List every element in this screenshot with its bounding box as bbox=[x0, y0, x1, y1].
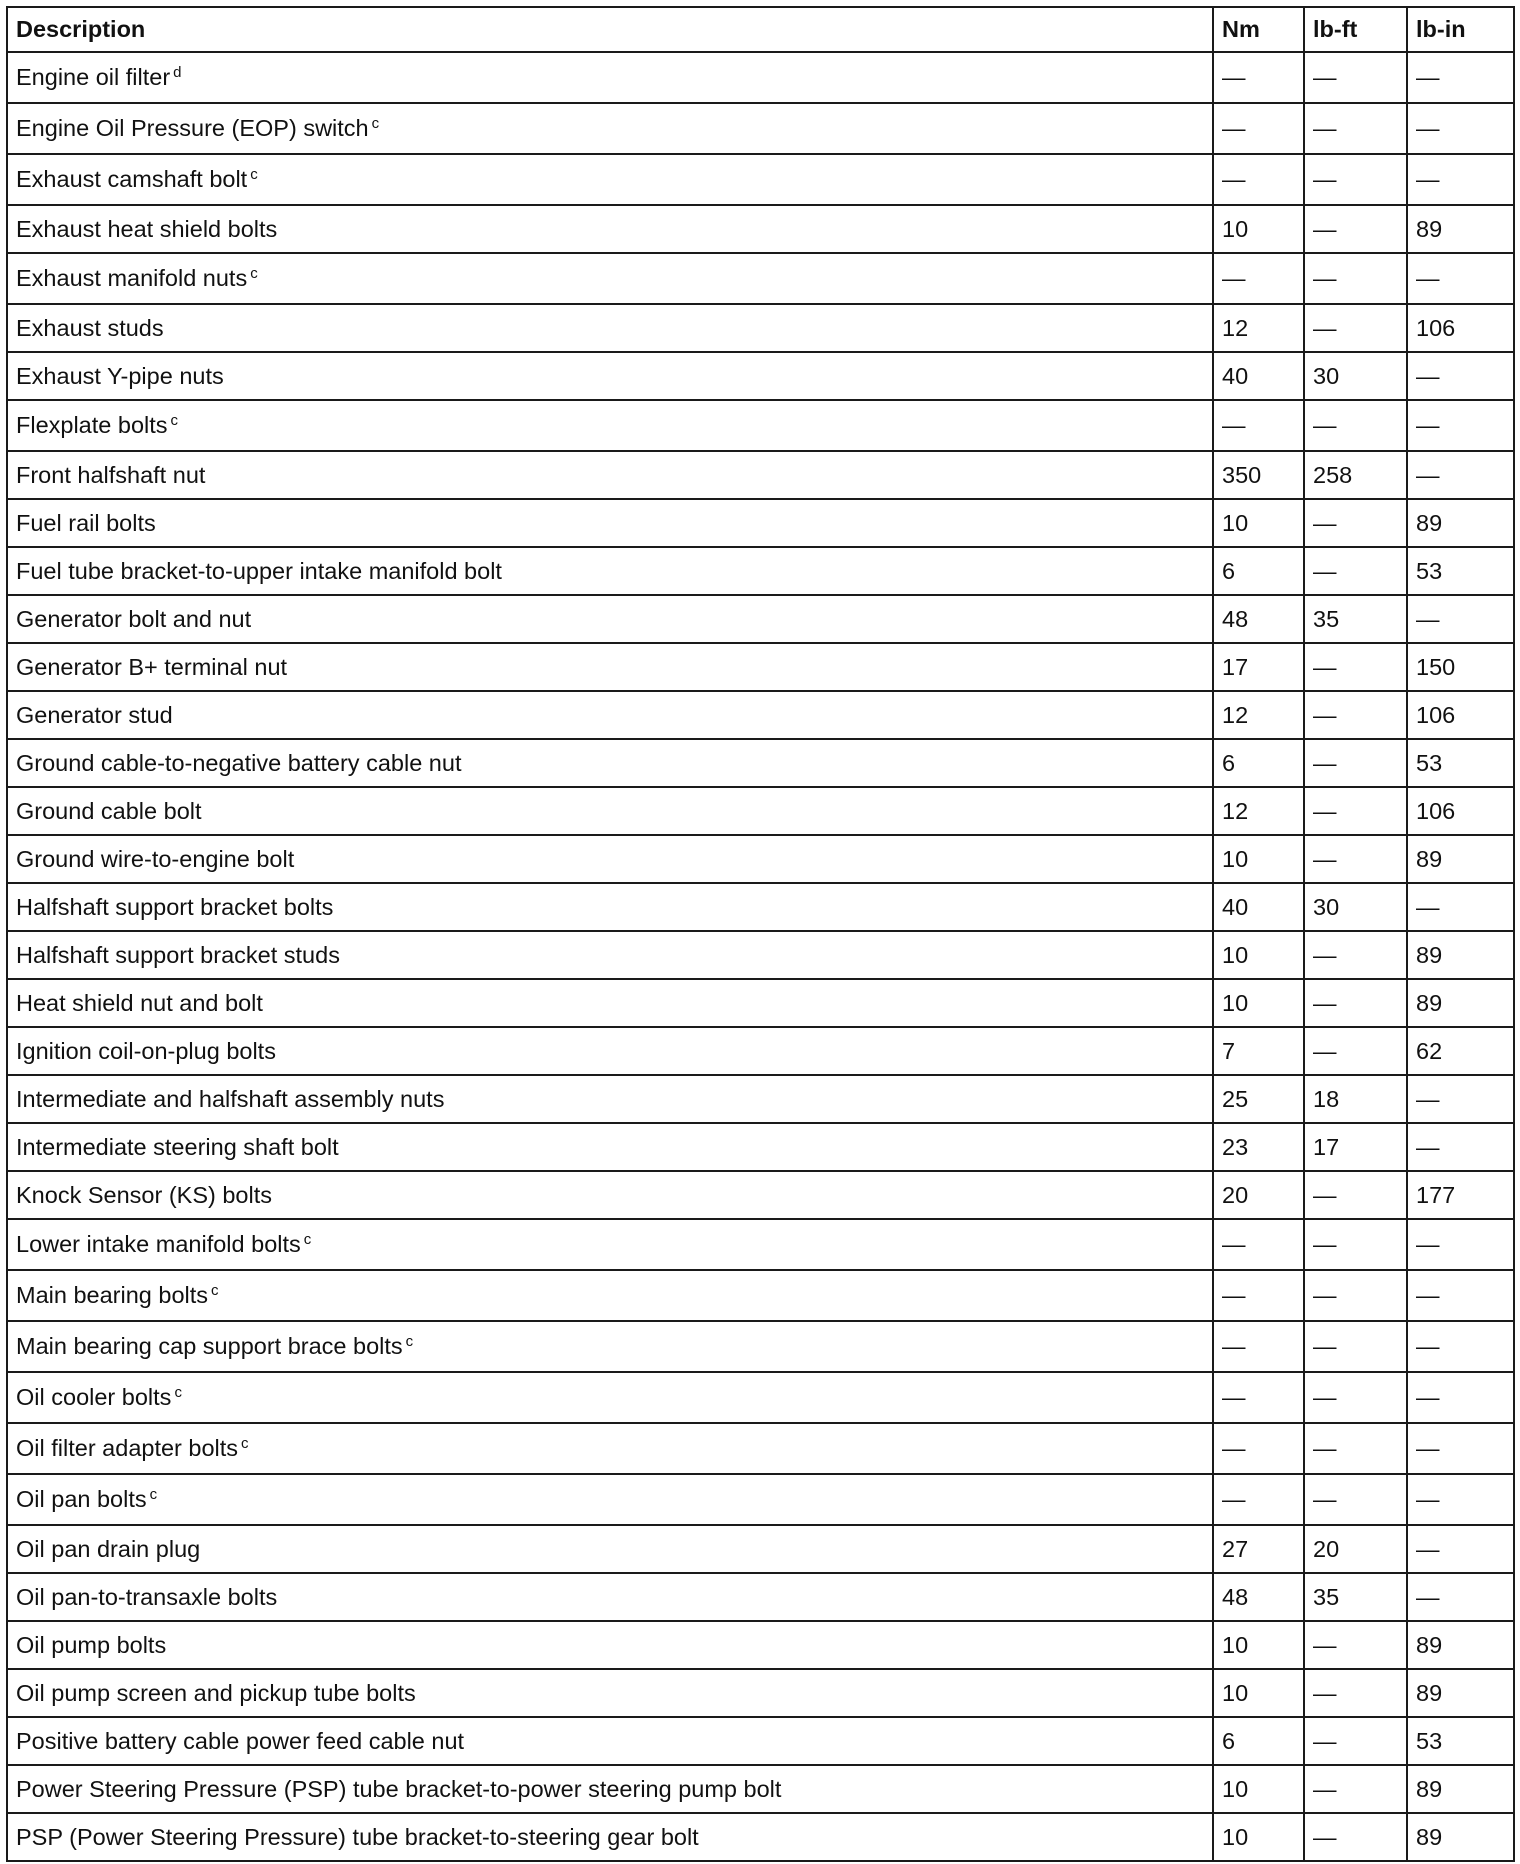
description-cell bbox=[7, 1525, 1213, 1573]
lbin-cell: — bbox=[1407, 1075, 1514, 1123]
description-text: Ignition coil-on-plug bolts bbox=[16, 1037, 276, 1064]
header-row bbox=[7, 7, 1514, 52]
table-row bbox=[7, 1765, 1514, 1813]
lbft-cell: 35 bbox=[1304, 595, 1407, 643]
lbin-cell: 89 bbox=[1407, 1765, 1514, 1813]
description-cell bbox=[7, 1765, 1213, 1813]
description-text: Positive battery cable power feed cable nut bbox=[16, 1727, 465, 1754]
lbft-cell: — bbox=[1304, 643, 1407, 691]
lbft-cell: — bbox=[1304, 1813, 1407, 1861]
table-row bbox=[7, 1075, 1514, 1123]
description-cell bbox=[7, 451, 1213, 499]
lbin-cell: 177 bbox=[1407, 1171, 1514, 1219]
table-row bbox=[7, 1219, 1514, 1270]
footnote-marker: d bbox=[173, 64, 182, 81]
lbft-cell: — bbox=[1304, 1372, 1407, 1423]
table-row bbox=[7, 547, 1514, 595]
table-row bbox=[7, 352, 1514, 400]
lbft-cell: — bbox=[1304, 835, 1407, 883]
description-cell bbox=[7, 691, 1213, 739]
lbin-cell: — bbox=[1407, 1372, 1514, 1423]
lbft-cell: 18 bbox=[1304, 1075, 1407, 1123]
description-cell bbox=[7, 1474, 1213, 1525]
lbft-cell: — bbox=[1304, 931, 1407, 979]
nm-cell: — bbox=[1213, 400, 1304, 451]
lbft-cell: — bbox=[1304, 1219, 1407, 1270]
description-text: Exhaust heat shield bolts bbox=[16, 215, 278, 242]
description-text: Intermediate and halfshaft assembly nuts bbox=[16, 1085, 445, 1112]
nm-cell: 12 bbox=[1213, 304, 1304, 352]
description-text: Engine oil filter bbox=[16, 64, 171, 90]
description-text: Exhaust manifold nuts bbox=[16, 265, 248, 291]
description-cell bbox=[7, 52, 1213, 103]
description-cell bbox=[7, 595, 1213, 643]
nm-cell: 6 bbox=[1213, 547, 1304, 595]
table-row bbox=[7, 499, 1514, 547]
lbft-cell: — bbox=[1304, 1270, 1407, 1321]
lbft-cell: — bbox=[1304, 52, 1407, 103]
table-row bbox=[7, 253, 1514, 304]
lbft-cell: — bbox=[1304, 979, 1407, 1027]
lbft-cell: — bbox=[1304, 787, 1407, 835]
table-row bbox=[7, 1372, 1514, 1423]
lbin-cell: 89 bbox=[1407, 1669, 1514, 1717]
description-text: Oil pan bolts bbox=[16, 1486, 147, 1512]
description-cell bbox=[7, 931, 1213, 979]
table-row bbox=[7, 835, 1514, 883]
lbin-cell: 106 bbox=[1407, 691, 1514, 739]
nm-cell: 350 bbox=[1213, 451, 1304, 499]
description-cell bbox=[7, 787, 1213, 835]
header-lbft: lb-ft bbox=[1304, 7, 1407, 52]
description-cell bbox=[7, 205, 1213, 253]
description-text: Front halfshaft nut bbox=[16, 461, 206, 488]
description-text: Oil pan-to-transaxle bolts bbox=[16, 1583, 278, 1610]
description-text: Power Steering Pressure (PSP) tube bracket-to-power steering pump bolt bbox=[16, 1775, 782, 1802]
nm-cell: 10 bbox=[1213, 1813, 1304, 1861]
description-text: Ground wire-to-engine bolt bbox=[16, 845, 295, 872]
description-text: Lower intake manifold bolts bbox=[16, 1231, 301, 1257]
description-text: Fuel rail bolts bbox=[16, 509, 156, 536]
lbin-cell: — bbox=[1407, 1270, 1514, 1321]
footnote-marker: c bbox=[371, 115, 380, 132]
footnote-marker: c bbox=[250, 265, 258, 282]
lbin-cell: — bbox=[1407, 1423, 1514, 1474]
description-cell bbox=[7, 1669, 1213, 1717]
description-cell bbox=[7, 1372, 1213, 1423]
nm-cell: — bbox=[1213, 1372, 1304, 1423]
nm-cell: 10 bbox=[1213, 499, 1304, 547]
nm-cell: 10 bbox=[1213, 205, 1304, 253]
nm-cell: 10 bbox=[1213, 1621, 1304, 1669]
description-cell bbox=[7, 1219, 1213, 1270]
table-row bbox=[7, 400, 1514, 451]
description-cell bbox=[7, 304, 1213, 352]
table-row bbox=[7, 1171, 1514, 1219]
nm-cell: — bbox=[1213, 154, 1304, 205]
nm-cell: — bbox=[1213, 1219, 1304, 1270]
nm-cell: 48 bbox=[1213, 595, 1304, 643]
lbft-cell: — bbox=[1304, 1423, 1407, 1474]
footnote-marker: c bbox=[241, 1435, 249, 1452]
nm-cell: 23 bbox=[1213, 1123, 1304, 1171]
nm-cell: 10 bbox=[1213, 1669, 1304, 1717]
table-row bbox=[7, 883, 1514, 931]
description-cell bbox=[7, 1621, 1213, 1669]
description-cell bbox=[7, 1423, 1213, 1474]
table-row bbox=[7, 1621, 1514, 1669]
description-text: Oil pump bolts bbox=[16, 1631, 167, 1658]
lbin-cell: — bbox=[1407, 1123, 1514, 1171]
table-row bbox=[7, 595, 1514, 643]
lbft-cell: — bbox=[1304, 154, 1407, 205]
table-row bbox=[7, 1027, 1514, 1075]
lbft-cell: — bbox=[1304, 1621, 1407, 1669]
description-cell bbox=[7, 400, 1213, 451]
description-cell bbox=[7, 1075, 1213, 1123]
table-row bbox=[7, 1525, 1514, 1573]
table-row bbox=[7, 691, 1514, 739]
lbft-cell: — bbox=[1304, 205, 1407, 253]
lbin-cell: 89 bbox=[1407, 931, 1514, 979]
lbin-cell: — bbox=[1407, 1219, 1514, 1270]
footnote-marker: c bbox=[170, 412, 179, 429]
table-row bbox=[7, 205, 1514, 253]
lbin-cell: 53 bbox=[1407, 739, 1514, 787]
nm-cell: 25 bbox=[1213, 1075, 1304, 1123]
description-cell bbox=[7, 643, 1213, 691]
description-text: Halfshaft support bracket bolts bbox=[16, 893, 334, 920]
lbft-cell: — bbox=[1304, 739, 1407, 787]
lbin-cell: 89 bbox=[1407, 979, 1514, 1027]
nm-cell: 17 bbox=[1213, 643, 1304, 691]
lbin-cell: — bbox=[1407, 400, 1514, 451]
description-text: Engine Oil Pressure (EOP) switch bbox=[16, 115, 369, 141]
lbin-cell: — bbox=[1407, 1525, 1514, 1573]
table-row bbox=[7, 1717, 1514, 1765]
nm-cell: 40 bbox=[1213, 352, 1304, 400]
description-cell bbox=[7, 739, 1213, 787]
description-cell bbox=[7, 352, 1213, 400]
description-text: Exhaust Y-pipe nuts bbox=[16, 362, 224, 389]
nm-cell: 10 bbox=[1213, 931, 1304, 979]
table-row bbox=[7, 643, 1514, 691]
description-cell bbox=[7, 253, 1213, 304]
description-cell bbox=[7, 103, 1213, 154]
nm-cell: 48 bbox=[1213, 1573, 1304, 1621]
nm-cell: — bbox=[1213, 1321, 1304, 1372]
nm-cell: — bbox=[1213, 1474, 1304, 1525]
nm-cell: — bbox=[1213, 52, 1304, 103]
lbin-cell: 89 bbox=[1407, 205, 1514, 253]
lbin-cell: 53 bbox=[1407, 1717, 1514, 1765]
description-cell bbox=[7, 547, 1213, 595]
nm-cell: 6 bbox=[1213, 739, 1304, 787]
table-row bbox=[7, 1321, 1514, 1372]
lbin-cell: 89 bbox=[1407, 835, 1514, 883]
footnote-marker: c bbox=[211, 1282, 219, 1299]
table-row bbox=[7, 1474, 1514, 1525]
lbft-cell: — bbox=[1304, 253, 1407, 304]
table-row bbox=[7, 154, 1514, 205]
description-text: Generator stud bbox=[16, 701, 173, 728]
lbin-cell: 89 bbox=[1407, 1813, 1514, 1861]
table-row bbox=[7, 979, 1514, 1027]
footnote-marker: c bbox=[303, 1231, 312, 1248]
footnote-marker: c bbox=[405, 1333, 414, 1350]
lbft-cell: — bbox=[1304, 1717, 1407, 1765]
table-row bbox=[7, 1669, 1514, 1717]
lbin-cell: 106 bbox=[1407, 304, 1514, 352]
description-cell bbox=[7, 1717, 1213, 1765]
description-text: Oil pan drain plug bbox=[16, 1535, 201, 1562]
lbin-cell: 89 bbox=[1407, 1621, 1514, 1669]
description-text: Intermediate steering shaft bolt bbox=[16, 1133, 339, 1160]
nm-cell: 12 bbox=[1213, 691, 1304, 739]
nm-cell: 12 bbox=[1213, 787, 1304, 835]
lbft-cell: — bbox=[1304, 304, 1407, 352]
nm-cell: 10 bbox=[1213, 979, 1304, 1027]
lbin-cell: — bbox=[1407, 1321, 1514, 1372]
lbft-cell: — bbox=[1304, 1474, 1407, 1525]
description-cell bbox=[7, 1027, 1213, 1075]
table-body bbox=[7, 52, 1514, 1861]
lbft-cell: 30 bbox=[1304, 352, 1407, 400]
description-cell bbox=[7, 1813, 1213, 1861]
description-text: Ground cable bolt bbox=[16, 797, 202, 824]
lbft-cell: — bbox=[1304, 400, 1407, 451]
description-text: Exhaust camshaft bolt bbox=[16, 166, 248, 192]
lbin-cell: 150 bbox=[1407, 643, 1514, 691]
lbin-cell: — bbox=[1407, 103, 1514, 154]
description-cell bbox=[7, 499, 1213, 547]
description-text: Flexplate bolts bbox=[16, 412, 168, 438]
lbin-cell: — bbox=[1407, 253, 1514, 304]
lbin-cell: — bbox=[1407, 883, 1514, 931]
header-lbin: lb-in bbox=[1407, 7, 1514, 52]
description-cell bbox=[7, 1123, 1213, 1171]
table-row bbox=[7, 739, 1514, 787]
header-description: Description bbox=[7, 7, 1213, 52]
nm-cell: 10 bbox=[1213, 835, 1304, 883]
nm-cell: — bbox=[1213, 1423, 1304, 1474]
lbft-cell: — bbox=[1304, 547, 1407, 595]
lbin-cell: — bbox=[1407, 154, 1514, 205]
lbft-cell: — bbox=[1304, 691, 1407, 739]
description-text: Oil cooler bolts bbox=[16, 1384, 172, 1410]
nm-cell: 10 bbox=[1213, 1765, 1304, 1813]
lbin-cell: — bbox=[1407, 595, 1514, 643]
lbin-cell: 106 bbox=[1407, 787, 1514, 835]
description-text: PSP (Power Steering Pressure) tube bracket-to-steering gear bolt bbox=[16, 1823, 699, 1850]
lbft-cell: 35 bbox=[1304, 1573, 1407, 1621]
lbin-cell: — bbox=[1407, 1573, 1514, 1621]
lbin-cell: 53 bbox=[1407, 547, 1514, 595]
description-text: Fuel tube bracket-to-upper intake manifold bolt bbox=[16, 557, 502, 584]
nm-cell: — bbox=[1213, 253, 1304, 304]
table-row bbox=[7, 451, 1514, 499]
lbft-cell: — bbox=[1304, 499, 1407, 547]
description-text: Ground cable-to-negative battery cable nut bbox=[16, 749, 462, 776]
lbft-cell: 30 bbox=[1304, 883, 1407, 931]
lbin-cell: — bbox=[1407, 52, 1514, 103]
footnote-marker: c bbox=[149, 1486, 158, 1503]
footnote-marker: c bbox=[250, 166, 258, 183]
nm-cell: 6 bbox=[1213, 1717, 1304, 1765]
description-cell bbox=[7, 979, 1213, 1027]
lbft-cell: — bbox=[1304, 1171, 1407, 1219]
description-text: Generator B+ terminal nut bbox=[16, 653, 288, 680]
table-row bbox=[7, 304, 1514, 352]
description-cell bbox=[7, 1171, 1213, 1219]
table-row bbox=[7, 1270, 1514, 1321]
description-text: Main bearing bolts bbox=[16, 1282, 209, 1308]
lbin-cell: 62 bbox=[1407, 1027, 1514, 1075]
table-row bbox=[7, 931, 1514, 979]
header-nm: Nm bbox=[1213, 7, 1304, 52]
description-text: Exhaust studs bbox=[16, 314, 164, 341]
nm-cell: — bbox=[1213, 103, 1304, 154]
description-text: Generator bolt and nut bbox=[16, 605, 252, 632]
footnote-marker: c bbox=[174, 1384, 182, 1401]
lbft-cell: — bbox=[1304, 1027, 1407, 1075]
description-cell bbox=[7, 1573, 1213, 1621]
lbft-cell: 20 bbox=[1304, 1525, 1407, 1573]
nm-cell: 20 bbox=[1213, 1171, 1304, 1219]
lbft-cell: 258 bbox=[1304, 451, 1407, 499]
table-row bbox=[7, 1813, 1514, 1861]
lbft-cell: — bbox=[1304, 1321, 1407, 1372]
table-row bbox=[7, 1123, 1514, 1171]
description-text: Heat shield nut and bolt bbox=[16, 989, 263, 1016]
lbin-cell: 89 bbox=[1407, 499, 1514, 547]
lbft-cell: — bbox=[1304, 1669, 1407, 1717]
nm-cell: 7 bbox=[1213, 1027, 1304, 1075]
table-row bbox=[7, 1423, 1514, 1474]
description-cell bbox=[7, 154, 1213, 205]
description-text: Halfshaft support bracket studs bbox=[16, 941, 340, 968]
table-row bbox=[7, 103, 1514, 154]
lbin-cell: — bbox=[1407, 352, 1514, 400]
lbin-cell: — bbox=[1407, 451, 1514, 499]
description-text: Oil pump screen and pickup tube bolts bbox=[16, 1679, 416, 1706]
table-row bbox=[7, 787, 1514, 835]
table-row bbox=[7, 52, 1514, 103]
description-cell bbox=[7, 835, 1213, 883]
description-cell bbox=[7, 1270, 1213, 1321]
nm-cell: — bbox=[1213, 1270, 1304, 1321]
description-text: Oil filter adapter bolts bbox=[16, 1435, 239, 1461]
lbft-cell: — bbox=[1304, 1765, 1407, 1813]
description-cell bbox=[7, 1321, 1213, 1372]
table-row bbox=[7, 1573, 1514, 1621]
torque-spec-table bbox=[6, 6, 1515, 1862]
description-text: Knock Sensor (KS) bolts bbox=[16, 1181, 272, 1208]
description-cell bbox=[7, 883, 1213, 931]
nm-cell: 27 bbox=[1213, 1525, 1304, 1573]
description-text: Main bearing cap support brace bolts bbox=[16, 1333, 403, 1359]
lbin-cell: — bbox=[1407, 1474, 1514, 1525]
lbft-cell: — bbox=[1304, 103, 1407, 154]
nm-cell: 40 bbox=[1213, 883, 1304, 931]
lbft-cell: 17 bbox=[1304, 1123, 1407, 1171]
